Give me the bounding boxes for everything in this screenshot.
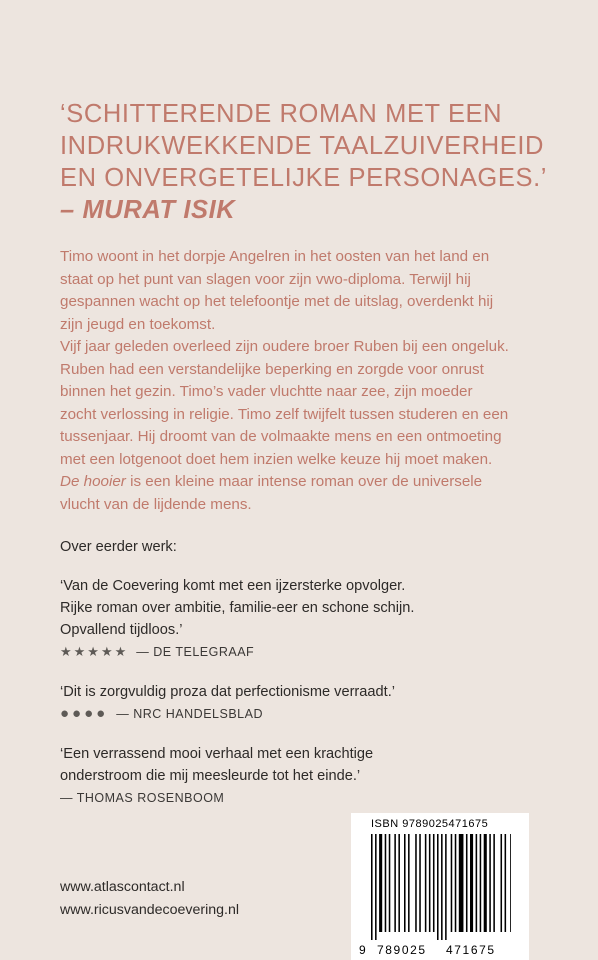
review-line: onderstroom die mij meesleurde tot het einde.’: [60, 768, 361, 784]
review-line: Opvallend tijdloos.’: [60, 622, 183, 638]
barcode-bar: [455, 834, 457, 932]
barcode-icon: [371, 834, 511, 940]
isbn-barcode: [351, 813, 529, 960]
barcode-digit-group: 789025: [377, 943, 427, 957]
summary-line: tussenjaar. Hij droomt van de volmaakte mens en een ontmoeting: [60, 428, 502, 445]
review-line: Rijke roman over ambitie, familie-eer en schone schijn.: [60, 600, 415, 616]
barcode-bar: [451, 834, 453, 932]
review-source: — THOMAS ROSENBOOM: [60, 791, 225, 805]
review: [60, 575, 540, 663]
review-attribution: [60, 641, 540, 663]
quote-line: ‘SCHITTERENDE ROMAN MET EEN: [60, 100, 503, 128]
website-link[interactable]: www.ricusvandecoevering.nl: [60, 902, 240, 918]
barcode-bar: [510, 834, 511, 932]
barcode-bar: [371, 834, 373, 940]
featured-quote: [60, 98, 580, 226]
barcode-bar: [389, 834, 391, 932]
website-links: [60, 876, 239, 922]
summary-line: [60, 471, 560, 494]
barcode-bar: [505, 834, 507, 932]
summary-line: Timo woont in het dorpje Angelren in het oosten van het land en: [60, 248, 490, 265]
book-summary: [60, 246, 560, 516]
barcode-bar: [398, 834, 400, 932]
barcode-digit-group: 471675: [446, 943, 496, 957]
barcode-bar: [476, 834, 478, 932]
book-title: De hooier: [60, 473, 126, 490]
barcode-bar: [425, 834, 427, 932]
barcode-bar: [419, 834, 421, 932]
summary-line-rest: is een kleine maar intense roman over de universele: [125, 473, 483, 490]
quote-author: – MURAT ISIK: [60, 196, 236, 224]
summary-line: zocht verlossing in religie. Timo zelf twijfelt tussen studeren en een: [60, 405, 509, 423]
review-line: ‘Van de Coevering komt met een ijzersterke opvolger.: [60, 578, 406, 594]
summary-line: vlucht van de lijdende mens.: [60, 495, 252, 513]
summary-line: zijn jeugd en toekomst.: [60, 315, 216, 333]
barcode-bar: [404, 834, 406, 932]
barcode-bar: [437, 834, 439, 940]
review-line: ‘Dit is zorgvuldig proza dat perfectionisme verraadt.’: [60, 684, 395, 700]
barcode-digit-first: 9: [359, 943, 366, 957]
star-rating-icon: ★★★★★: [60, 644, 129, 659]
barcode-bar: [489, 834, 491, 932]
barcode-bar: [429, 834, 431, 932]
review-attribution: [60, 787, 540, 809]
summary-line: staat op het punt van slagen voor zijn vwo-diploma. Terwijl hij: [60, 270, 471, 288]
summary-line: binnen het gezin. Timo’s vader vluchtte naar zee, zijn moeder: [60, 383, 473, 400]
isbn-label: ISBN 9789025471675: [371, 818, 489, 830]
summary-line: Ruben had een verstandelijke beperking en zorgde voor onrust: [60, 360, 484, 378]
website-link[interactable]: www.atlascontact.nl: [60, 879, 185, 895]
barcode-bar: [433, 834, 435, 932]
summary-line: Vijf jaar geleden overleed zijn oudere broer Ruben bij een ongeluk.: [60, 338, 509, 355]
barcode-bar: [441, 834, 443, 940]
review: [60, 681, 540, 725]
review-source: — NRC HANDELSBLAD: [116, 707, 263, 721]
barcode-bar: [415, 834, 417, 932]
barcode-bar: [408, 834, 410, 932]
dot-rating-icon: ●●●●: [60, 705, 109, 722]
barcode-bar: [466, 834, 468, 932]
summary-line: gespannen wacht op het telefoontje met de uitslag, overdenkt hij: [60, 293, 494, 310]
barcode-bar: [484, 834, 487, 932]
review-attribution: [60, 703, 540, 725]
barcode-bar: [459, 834, 464, 932]
barcode-bar: [394, 834, 396, 932]
barcode-bar: [501, 834, 503, 932]
barcode-bar: [480, 834, 482, 932]
barcode-bar: [445, 834, 447, 940]
barcode-bar: [379, 834, 382, 932]
quote-line: INDRUKWEKKENDE TAALZUIVERHEID: [60, 132, 545, 160]
barcode-bar: [385, 834, 387, 932]
summary-line: met een lotgenoot doet hem inzien welke keuze hij moet maken.: [60, 450, 493, 468]
section-label: Over eerder werk:: [60, 539, 177, 555]
prior-work-section: [60, 536, 540, 827]
barcode-bar: [493, 834, 495, 932]
review: [60, 743, 540, 809]
review-source: — DE TELEGRAAF: [136, 645, 255, 659]
review-line: ‘Een verrassend mooi verhaal met een krachtige: [60, 746, 374, 762]
barcode-bar: [375, 834, 377, 940]
barcode-bar: [470, 834, 473, 932]
quote-line: EN ONVERGETELIJKE PERSONAGES.’: [60, 164, 548, 192]
